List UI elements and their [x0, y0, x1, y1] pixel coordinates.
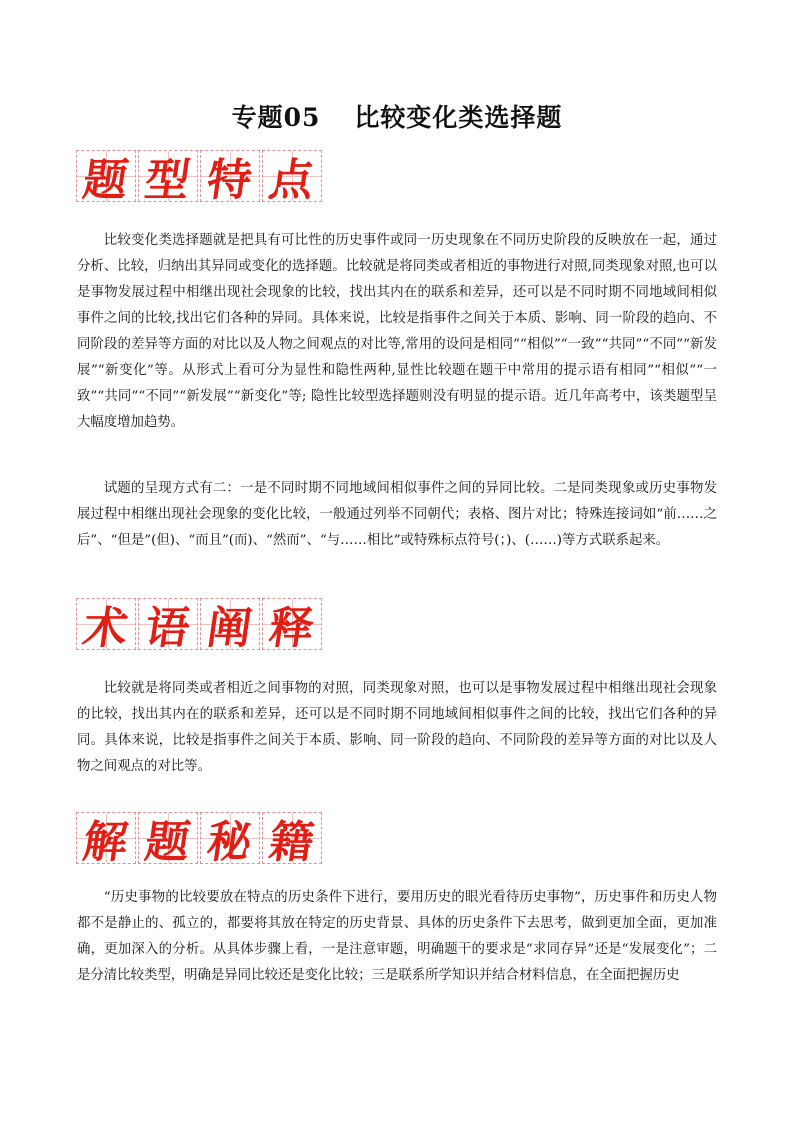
heading-tile: 籍 [262, 812, 322, 864]
topic-name: 比较变化类选择题 [354, 103, 563, 132]
paragraph-tips: “历史事物的比较要放在特点的历史条件下进行，要用历史的眼光看待历史事物”，历史事件和历史人物都不是静止的、孤立的，都要将其放在特定的历史背景、具体的历史条件下去思考，做到更加全面，更加准确，更加深入的分析。从具体步骤上看，一是注意审题，明确题干的要求是“求同存异”还是“发展变化”；二是分清比较类型，明确是异同比较还是变化比较；三是联系所学知识并结合材料信息，在全面把握历史 [77, 890, 717, 983]
heading-tile: 特 [200, 150, 260, 202]
section-heading-tips [76, 812, 324, 868]
heading-tile: 语 [138, 598, 198, 650]
heading-tile: 题 [138, 812, 198, 864]
paragraph-features-1: 比较变化类选择题就是把具有可比性的历史事件或同一历史现象在不同历史阶段的反映放在一起，通过分析、比较，归纳出其异同或变化的选择题。比较就是将同类或者相近的事物进行对照,同类现象对照,也可以是事物发展过程中相继出现社会现象的比较，找出其内在的联系和差异，还可以是不同时期不同地域间相似事件之间的比较,找出它们各种的异同。具体来说，比较是指事件之间关于本质、影响、同一阶段的趋向、不同阶段的差异等方面的对比以及人物之间观点的对比等,常用的设问是相同”“相似”“一致”“共同”“不同”“新发展”“新变化”等。从形式上看可分为显性和隐性两种,显性比较题在题干中常用的提示语有相同”“相似”“一致”“共同”“不同”“新发展”“新变化”等; 隐性比较型选择题则没有明显的提示语。近几年高考中，该类题型呈大幅度增加趋势。 [77, 233, 717, 430]
section-heading-terms [76, 598, 324, 654]
paragraph-features-2: 试题的呈现方式有二：一是不同时期不同地域间相似事件之间的异同比较。二是同类现象或历史事物发展过程中相继出现社会现象的变化比较，一般通过列举不同朝代；表格、图片对比；特殊连接词如“前……之后”、“但是”(但)、“而且”(而)、“然而”、“与……相比”或特殊标点符号(；)、(……)等方式联系起来。 [77, 481, 717, 548]
heading-tile: 题 [76, 150, 136, 202]
heading-tile: 点 [262, 150, 322, 202]
topic-number: 专题05 [231, 103, 321, 132]
heading-tile: 秘 [200, 812, 260, 864]
page-title [0, 98, 794, 134]
heading-tile: 阐 [200, 598, 260, 650]
paragraph-terms: 比较就是将同类或者相近之间事物的对照，同类现象对照，也可以是事物发展过程中相继出现社会现象的比较，找出其内在的联系和差异，还可以是不同时期不同地域间相似事件之间的比较，找出它们各种的异同。具体来说，比较是指事件之间关于本质、影响、同一阶段的趋向、不同阶段的差异等方面的对比以及人物之间观点的对比等。 [77, 681, 717, 774]
heading-tile: 术 [76, 598, 136, 650]
heading-tile: 解 [76, 812, 136, 864]
heading-tile: 释 [262, 598, 322, 650]
section-heading-features [76, 150, 324, 206]
heading-tile: 型 [138, 150, 198, 202]
